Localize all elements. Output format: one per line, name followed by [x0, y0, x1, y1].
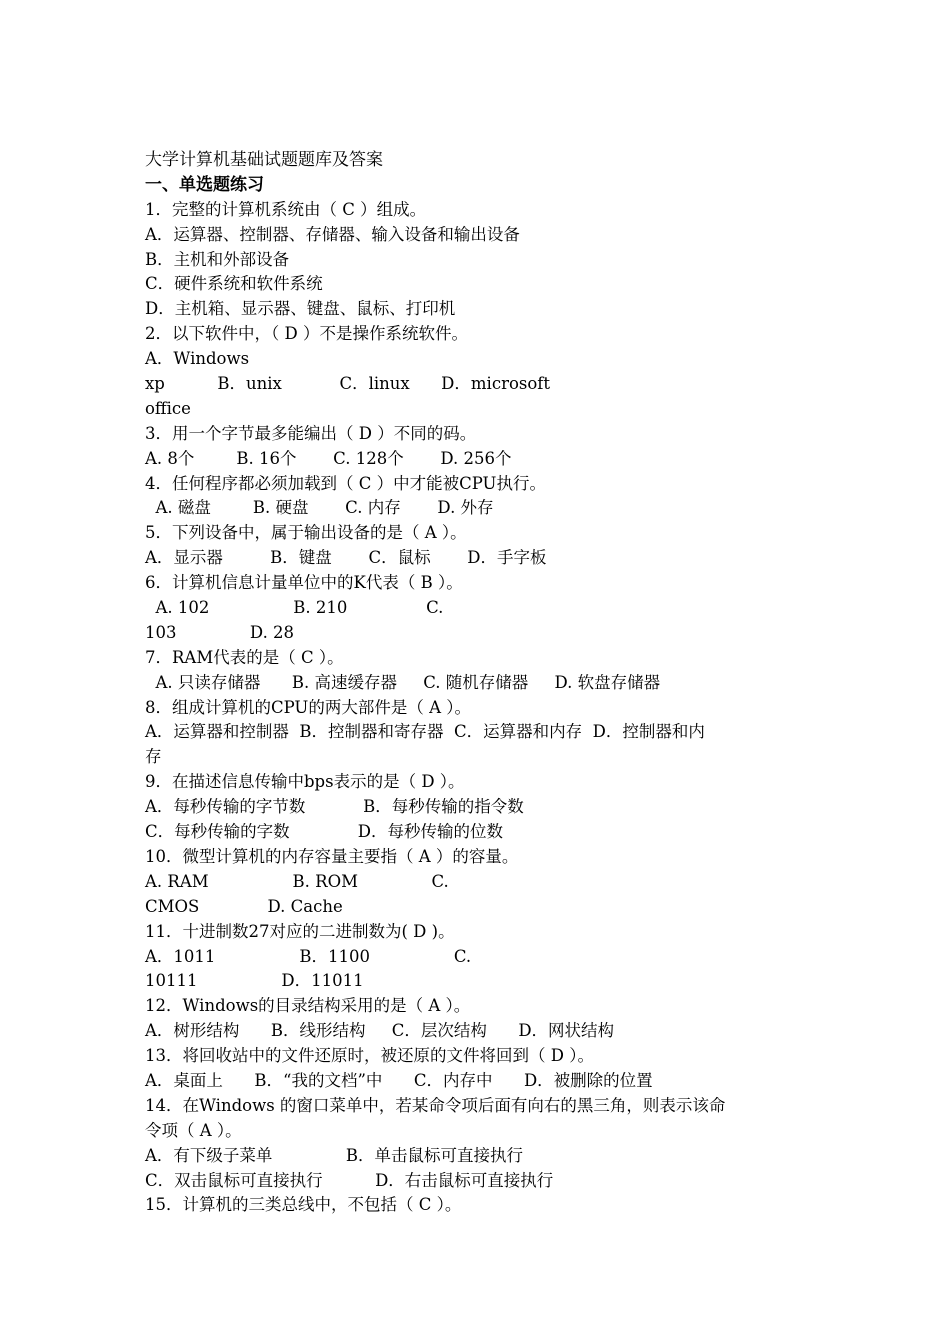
text-line: 11．十进制数27对应的二进制数为( D )。	[145, 921, 455, 941]
text-line: 14．在Windows 的窗口菜单中，若某命令项后面有向右的黑三角，则表示该命	[145, 1095, 726, 1115]
text-line: 103 D. 28	[145, 622, 295, 642]
text-line: 4．任何程序都必须加载到（ C ）中才能被CPU执行。	[145, 473, 546, 493]
text-line: D．主机箱、显示器、键盘、鼠标、打印机	[145, 299, 456, 319]
text-line: 存	[145, 747, 162, 767]
text-line: 5．下列设备中，属于输出设备的是（ A ）。	[145, 523, 467, 543]
text-line: 8．组成计算机的CPU的两大部件是（ A ）。	[145, 697, 471, 717]
text-line: A. 磁盘 B. 硬盘 C. 内存 D. 外存	[145, 498, 494, 518]
text-line: A．运算器和控制器 B．控制器和寄存器 C．运算器和内存 D．控制器和内	[145, 722, 705, 742]
text-line: 2．以下软件中，（ D ）不是操作系统软件。	[145, 324, 468, 344]
text-line: A. 只读存储器 B. 高速缓存器 C. 随机存储器 D. 软盘存储器	[145, 672, 661, 692]
text-line: 6．计算机信息计量单位中的K代表（ B ）。	[145, 573, 463, 593]
text-line: A. 102 B. 210 C.	[145, 598, 444, 618]
text-line: 3．用一个字节最多能编出（ D ）不同的码。	[145, 423, 477, 443]
text-line: 1．完整的计算机系统由（ C ）组成。	[145, 199, 427, 219]
text-line: B．主机和外部设备	[145, 249, 290, 269]
text-line: xp B．unix C．linux D．microsoft	[145, 374, 551, 394]
text-line: A. 8个 B. 16个 C. 128个 D. 256个	[145, 448, 512, 468]
text-line: C．每秒传输的字数 D．每秒传输的位数	[145, 822, 504, 842]
text-line: 7．RAM代表的是（ C ）。	[145, 647, 344, 667]
section-heading: 一、单选题练习	[145, 174, 264, 195]
document-body	[145, 148, 825, 1218]
text-line: 13．将回收站中的文件还原时，被还原的文件将回到（ D ）。	[145, 1046, 594, 1066]
text-line: A．树形结构 B．线形结构 C．层次结构 D．网状结构	[145, 1021, 615, 1041]
question-list	[145, 198, 825, 1219]
text-line: A．桌面上 B．“我的文档”中 C．内存中 D．被删除的位置	[145, 1070, 653, 1090]
text-line: C．双击鼠标可直接执行 D．右击鼠标可直接执行	[145, 1170, 554, 1190]
text-line: A．Windows	[145, 349, 250, 369]
text-line: office	[145, 398, 191, 418]
text-line: A．运算器、控制器、存储器、输入设备和输出设备	[145, 224, 520, 244]
text-line: A．有下级子菜单 B．单击鼠标可直接执行	[145, 1145, 523, 1165]
text-line: 12．Windows的目录结构采用的是（ A ）。	[145, 996, 471, 1016]
text-line: 令项（ A ）。	[145, 1120, 242, 1140]
text-line: 10111 D．11011	[145, 971, 364, 991]
text-line: 10．微型计算机的内存容量主要指（ A ）的容量。	[145, 846, 519, 866]
text-line: A．每秒传输的字节数 B．每秒传输的指令数	[145, 797, 524, 817]
document-title: 大学计算机基础试题题库及答案	[145, 150, 383, 170]
text-line: 9．在描述信息传输中bps表示的是（ D ）。	[145, 772, 465, 792]
text-line: 15．计算机的三类总线中，不包括（ C ）。	[145, 1195, 462, 1215]
text-line: C．硬件系统和软件系统	[145, 274, 323, 294]
text-line: A．显示器 B．键盘 C．鼠标 D．手字板	[145, 548, 547, 568]
text-line: CMOS D. Cache	[145, 896, 343, 916]
text-line: A. RAM B. ROM C.	[145, 871, 449, 891]
text-line: A．1011 B．1100 C.	[145, 946, 472, 966]
